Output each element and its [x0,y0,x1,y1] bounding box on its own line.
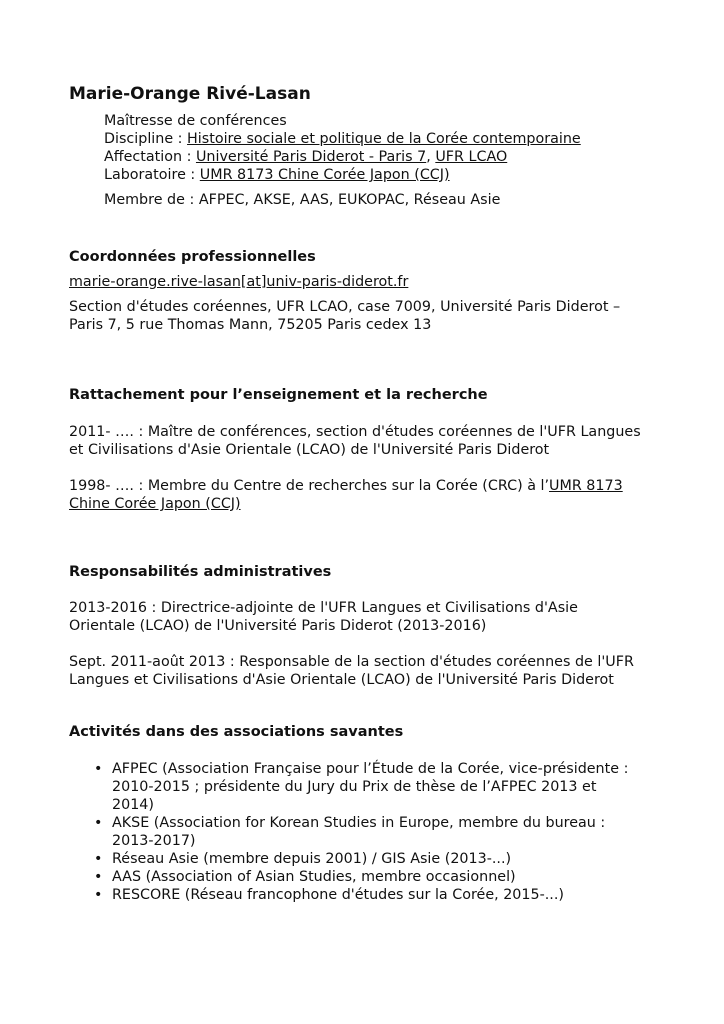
list-item-line: AAS (Association of Asian Studies, membre occasionnel) [112,869,516,885]
responsabilite-entry-1-line-1: 2013-2016 : Directrice-adjointe de l'UFR Langues et Civilisations d'Asie [69,600,578,616]
laboratoire-label: Laboratoire : [104,167,200,183]
bullet-icon: • [94,887,103,903]
list-item-line: Réseau Asie (membre depuis 2001) / GIS Asie (2013-...) [112,851,512,867]
list-item [69,760,669,814]
list-item-line: 2013-2017) [112,833,196,849]
list-item [69,886,669,904]
list-item-line: RESCORE (Réseau francophone d'études sur la Corée, 2015-...) [112,887,564,903]
list-item-line: 2014) [112,797,154,813]
list-item-line: AFPEC (Association Française pour l’Étude de la Corée, vice-présidente : [112,761,629,777]
email-line [69,273,408,291]
rattachement-entry-2-line-1 [69,477,623,495]
email-link[interactable]: marie-orange.rive-lasan[at]univ-paris-diderot.fr [69,274,409,290]
affectation-separator: , [426,149,436,165]
coordonnees-heading: Coordonnées professionnelles [69,249,316,265]
laboratoire-link[interactable]: UMR 8173 Chine Corée Japon (CCJ) [199,167,450,183]
bullet-icon: • [94,869,103,885]
rattachement-entry-2-line-2 [69,495,241,513]
rattachement-entry-1-line-2: et Civilisations d'Asie Orientale (LCAO) de l'Université Paris Diderot [69,442,550,458]
associations-list [69,760,669,904]
bullet-icon: • [94,815,103,831]
associations-heading: Activités dans des associations savantes [69,724,404,740]
ufr-lcao-link[interactable]: UFR LCAO [435,149,508,165]
person-name: Marie-Orange Rivé-Lasan [69,84,311,104]
list-item [69,850,669,868]
umr-link-part-1[interactable]: UMR 8173 [549,478,623,494]
bullet-icon: • [94,851,103,867]
rattachement-heading: Rattachement pour l’enseignement et la recherche [69,387,488,403]
list-item [69,868,669,886]
membership-line: Membre de : AFPEC, AKSE, AAS, EUKOPAC, Réseau Asie [104,192,501,208]
responsabilite-entry-1-line-2: Orientale (LCAO) de l'Université Paris Diderot (2013-2016) [69,618,487,634]
affectation-line [104,148,507,166]
responsabilite-entry-2-line-1: Sept. 2011-août 2013 : Responsable de la section d'études coréennes de l'UFR [69,654,634,670]
address-line-1: Section d'études coréennes, UFR LCAO, case 7009, Université Paris Diderot – [69,299,621,315]
discipline-link[interactable]: Histoire sociale et politique de la Corée contemporaine [187,131,581,147]
bullet-icon: • [94,761,103,777]
discipline-line [104,130,581,148]
list-item [69,814,669,850]
rattachement-entry-2-text: 1998- …. : Membre du Centre de recherches sur la Corée (CRC) à l’ [69,478,550,494]
address-line-2: Paris 7, 5 rue Thomas Mann, 75205 Paris cedex 13 [69,317,432,333]
affectation-label: Affectation : [104,149,196,165]
responsabilites-heading: Responsabilités administratives [69,564,332,580]
laboratoire-line [104,166,450,184]
rattachement-entry-1-line-1: 2011- …. : Maître de conférences, section d'études coréennes de l'UFR Langues [69,424,641,440]
discipline-label: Discipline : [104,131,188,147]
umr-link-part-2[interactable]: Chine Corée Japon (CCJ) [69,496,241,512]
list-item-line: 2010-2015 ; présidente du Jury du Prix de thèse de l’AFPEC 2013 et [112,779,597,795]
university-link[interactable]: Université Paris Diderot - Paris 7 [195,149,427,165]
position-title: Maîtresse de conférences [104,113,287,129]
responsabilite-entry-2-line-2: Langues et Civilisations d'Asie Orientale (LCAO) de l'Université Paris Diderot [69,672,614,688]
list-item-line: AKSE (Association for Korean Studies in Europe, membre du bureau : [112,815,606,831]
